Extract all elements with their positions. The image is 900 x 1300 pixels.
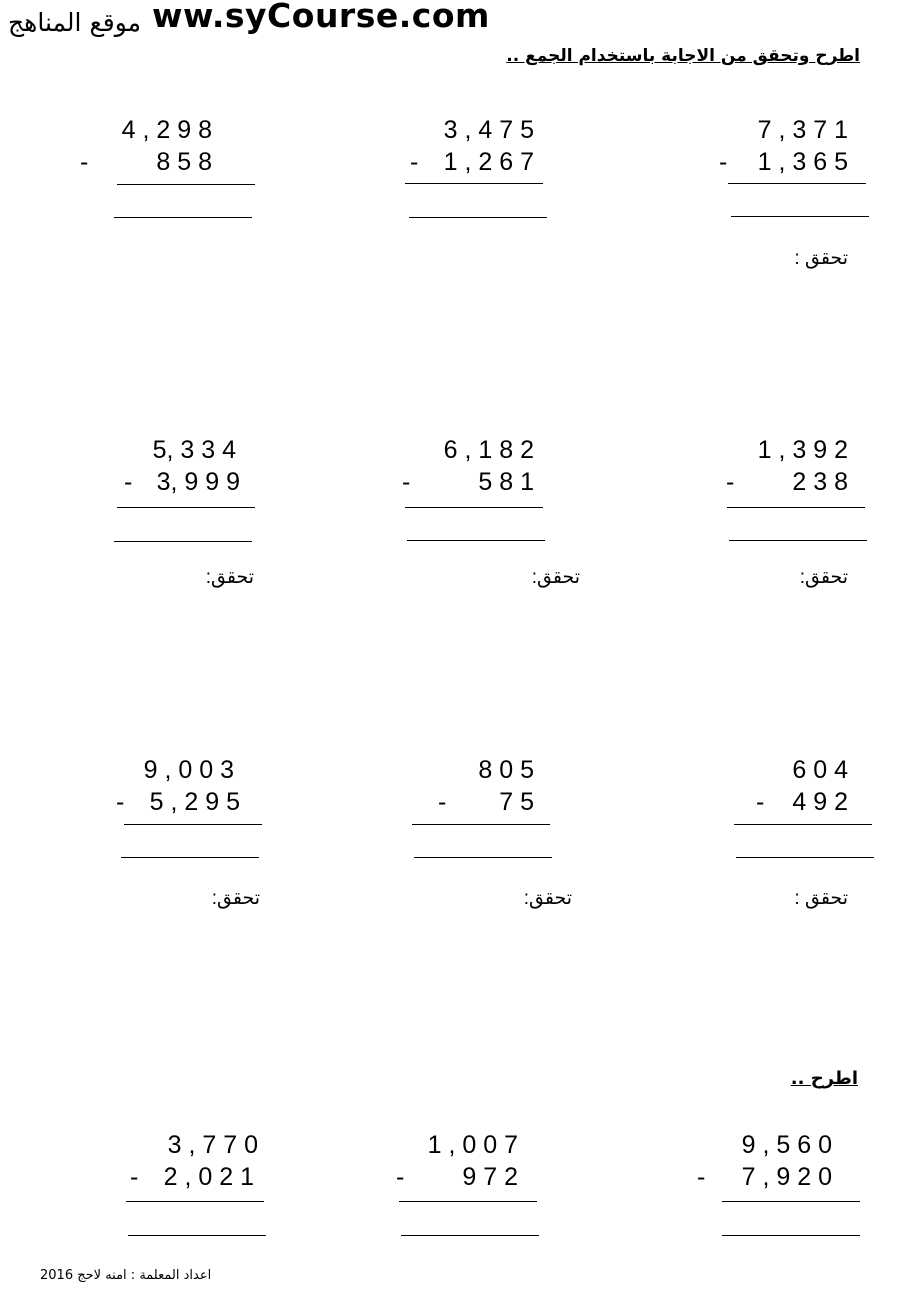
problem-9-answer-line[interactable] bbox=[121, 857, 259, 858]
problem-11-bottom: 9 7 2 bbox=[462, 1163, 518, 1191]
problem-8-rule bbox=[412, 824, 550, 825]
problem-1-answer-line[interactable] bbox=[731, 216, 869, 217]
problem-5-minus: - bbox=[402, 468, 411, 496]
problem-8-bottom: 7 5 bbox=[499, 788, 534, 816]
problem-2-answer-line[interactable] bbox=[409, 217, 547, 218]
problem-9-bottom: 5 , 2 9 5 bbox=[149, 788, 240, 816]
problem-1-minus: - bbox=[719, 148, 728, 176]
problem-1-top: 7 , 3 7 1 bbox=[757, 116, 848, 144]
problem-8-minus: - bbox=[438, 788, 447, 816]
instruction-heading: اطرح وتحقق من الاجابة باستخدام الجمع .. bbox=[506, 46, 860, 66]
problem-12-bottom: 2 , 0 2 1 bbox=[163, 1163, 254, 1191]
problem-3-rule bbox=[117, 184, 255, 185]
problem-11-answer-line[interactable] bbox=[401, 1235, 539, 1236]
problem-8-top: 8 0 5 bbox=[478, 756, 534, 784]
problem-7-answer-line[interactable] bbox=[736, 857, 874, 858]
problem-4-top: 1 , 3 9 2 bbox=[757, 436, 848, 464]
problem-5-rule bbox=[405, 507, 543, 508]
problem-9-minus: - bbox=[116, 788, 125, 816]
problem-6-minus: - bbox=[124, 468, 133, 496]
problem-11-top: 1 , 0 0 7 bbox=[427, 1131, 518, 1159]
problem-2-rule bbox=[405, 183, 543, 184]
problem-4-check-label: تحقق: bbox=[799, 567, 848, 588]
brand-arabic: موقع المناهج bbox=[8, 8, 142, 37]
problem-7-top: 6 0 4 bbox=[792, 756, 848, 784]
problem-6-rule bbox=[117, 507, 255, 508]
problem-1-rule bbox=[728, 183, 866, 184]
problem-2-top: 3 , 4 7 5 bbox=[443, 116, 534, 144]
problem-7-bottom: 4 9 2 bbox=[792, 788, 848, 816]
problem-10-bottom: 7 , 9 2 0 bbox=[741, 1163, 832, 1191]
problem-12-minus: - bbox=[130, 1163, 139, 1191]
problem-3-bottom: 8 5 8 bbox=[156, 148, 212, 176]
problem-3-minus: - bbox=[80, 148, 89, 176]
problem-2-bottom: 1 , 2 6 7 bbox=[443, 148, 534, 176]
problem-4-minus: - bbox=[726, 468, 735, 496]
footer-credit: اعداد المعلمة : امنه لاحج 2016 bbox=[40, 1268, 212, 1283]
problem-10-answer-line[interactable] bbox=[722, 1235, 860, 1236]
problem-9-top: 9 , 0 0 3 bbox=[143, 756, 234, 784]
problem-3-answer-line[interactable] bbox=[114, 217, 252, 218]
problem-6-check-label: تحقق: bbox=[205, 567, 254, 588]
problem-6-answer-line[interactable] bbox=[114, 541, 252, 542]
problem-4-rule bbox=[727, 507, 865, 508]
problem-12-rule bbox=[126, 1201, 264, 1202]
problem-12-answer-line[interactable] bbox=[128, 1235, 266, 1236]
problem-10-rule bbox=[722, 1201, 860, 1202]
problem-5-bottom: 5 8 1 bbox=[478, 468, 534, 496]
problem-5-top: 6 , 1 8 2 bbox=[443, 436, 534, 464]
problem-6-bottom: 3, 9 9 9 bbox=[156, 468, 240, 496]
problem-9-rule bbox=[124, 824, 262, 825]
problem-7-check-label: تحقق : bbox=[794, 888, 848, 909]
problem-5-answer-line[interactable] bbox=[407, 540, 545, 541]
problem-8-answer-line[interactable] bbox=[414, 857, 552, 858]
problem-9-check-label: تحقق: bbox=[211, 888, 260, 909]
problem-7-rule bbox=[734, 824, 872, 825]
problem-11-rule bbox=[399, 1201, 537, 1202]
problem-11-minus: - bbox=[396, 1163, 405, 1191]
brand-url: ww.syCourse.com bbox=[152, 0, 490, 35]
problem-2-minus: - bbox=[410, 148, 419, 176]
problem-4-answer-line[interactable] bbox=[729, 540, 867, 541]
problem-3-top: 4 , 2 9 8 bbox=[121, 116, 212, 144]
problem-1-bottom: 1 , 3 6 5 bbox=[757, 148, 848, 176]
problem-8-check-label: تحقق: bbox=[523, 888, 572, 909]
problem-12-top: 3 , 7 7 0 bbox=[167, 1131, 258, 1159]
problem-6-top: 5, 3 3 4 bbox=[152, 436, 236, 464]
section2-heading: اطرح .. bbox=[790, 1068, 858, 1089]
problem-4-bottom: 2 3 8 bbox=[792, 468, 848, 496]
problem-10-top: 9 , 5 6 0 bbox=[741, 1131, 832, 1159]
problem-7-minus: - bbox=[756, 788, 765, 816]
problem-10-minus: - bbox=[697, 1163, 706, 1191]
problem-5-check-label: تحقق: bbox=[531, 567, 580, 588]
problem-1-check-label: تحقق : bbox=[794, 248, 848, 269]
